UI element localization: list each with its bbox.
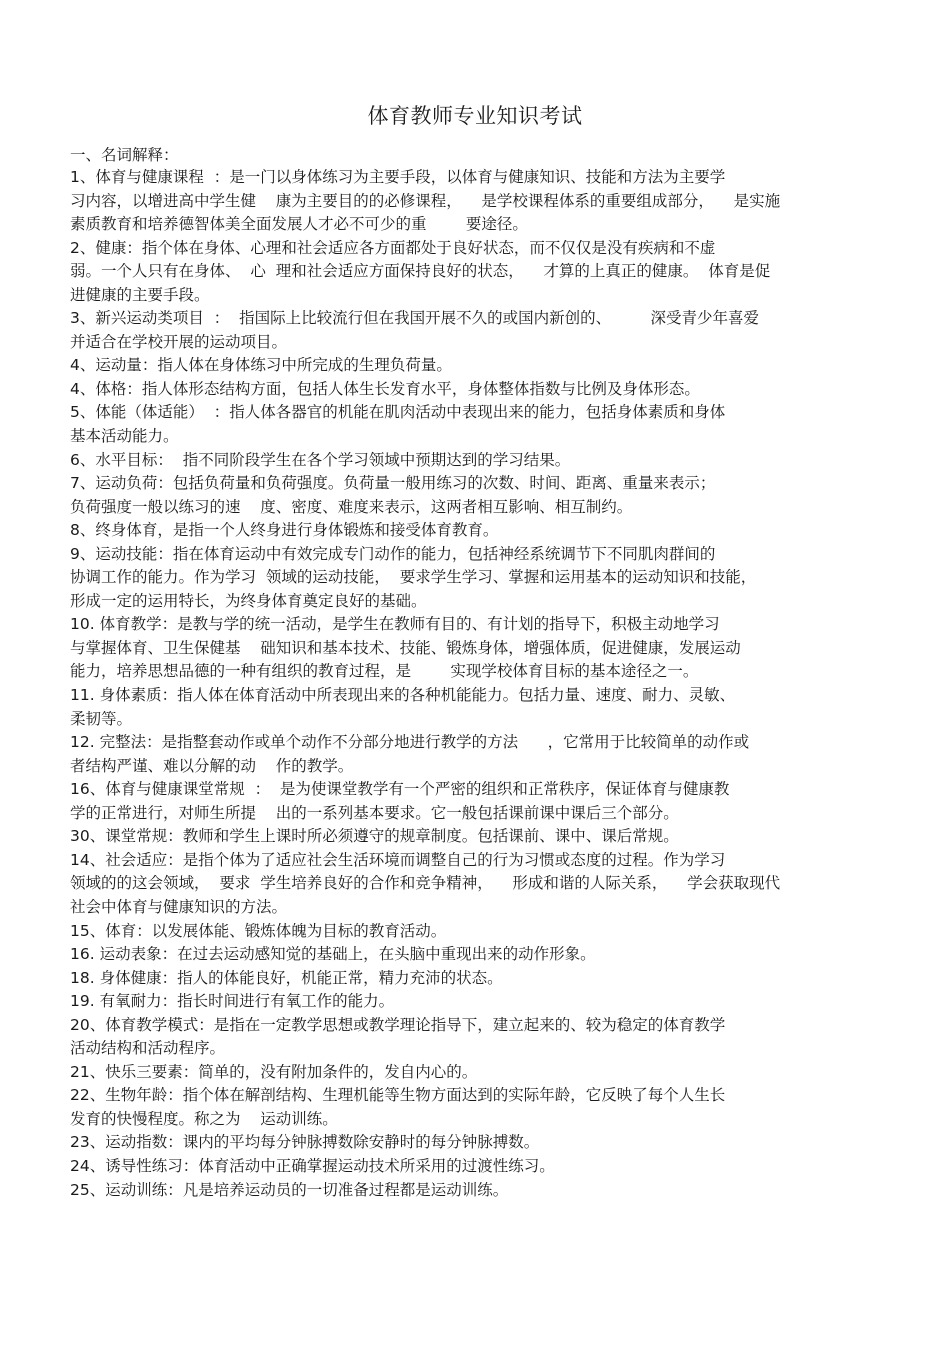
text-line: 能力，培养思想品德的一种有组织的教育过程，是 实现学校体育目标的基本途径之一。 [70,662,699,681]
text-line: 20、体育教学模式：是指在一定教学思想或教学理论指导下，建立起来的、较为稳定的体育教学 [70,1015,726,1034]
text-line: 8、终身体育，是指一个人终身进行身体锻炼和接受体育教育。 [70,521,499,540]
text-line: 7、运动负荷：包括负荷量和负荷强度。负荷量一般用练习的次数、时间、距离、重量来表示； [70,474,716,493]
text-line: 11. 身体素质：指人体在体育活动中所表现出来的各种机能能力。包括力量、速度、耐力、灵敏、 [70,686,736,705]
text-line: 进健康的主要手段。 [70,285,210,304]
text-line: 15、体育：以发展体能、锻炼体魄为目标的教育活动。 [70,921,447,940]
text-line: 16、体育与健康课堂常规 ： 是为使课堂教学有一个严密的组织和正常秩序，保证体育与健康教 [70,780,730,799]
text-line: 19. 有氧耐力：指长时间进行有氧工作的能力。 [70,992,395,1011]
text-line: 学的正常进行，对师生所提 出的一系列基本要求。它一般包括课前课中课后三个部分。 [70,803,679,822]
text-line: 协调工作的能力。作为学习 领域的运动技能， 要求学生学习、掌握和运用基本的运动知识和技能， [70,568,757,587]
text-line: 9、运动技能：指在体育运动中有效完成专门动作的能力，包括神经系统调节下不同肌肉群间的 [70,544,716,563]
text-line: 16. 运动表象：在过去运动感知觉的基础上，在头脑中重现出来的动作形象。 [70,945,596,964]
document-body [70,166,890,1202]
text-line: 21、快乐三要素：简单的，没有附加条件的，发自内心的。 [70,1062,478,1081]
text-line: 30、课堂常规：教师和学生上课时所必须遵守的规章制度。包括课前、课中、课后常规。 [70,827,679,846]
text-line: 6、水平目标： 指不同阶段学生在各个学习领域中预期达到的学习结果。 [70,450,571,469]
text-line: 习内容，以增进高中学生健 康为主要目的的必修课程， 是学校课程体系的重要组成部分， 是实施 [70,191,781,210]
text-line: 负荷强度一般以练习的速 度、密度、难度来表示，这两者相互影响、相互制约。 [70,497,633,516]
text-line: 4、运动量：指人体在身体练习中所完成的生理负荷量。 [70,356,452,375]
text-line: 形成一定的运用特长，为终身体育奠定良好的基础。 [70,591,427,610]
text-line: 社会中体育与健康知识的方法。 [70,897,288,916]
text-line: 24、诱导性练习：体育活动中正确掌握运动技术所采用的过渡性练习。 [70,1156,555,1175]
text-line: 3、新兴运动类项目 ： 指国际上比较流行但在我国开展不久的或国内新创的、 深受青少年喜爱 [70,309,759,328]
text-line: 2、健康：指个体在身体、心理和社会适应各方面都处于良好状态，而不仅仅是没有疾病和不虚 [70,238,716,257]
text-line: 基本活动能力。 [70,427,179,446]
text-line: 柔韧等。 [70,709,133,728]
text-line: 1、体育与健康课程 ：是一门以身体练习为主要手段，以体育与健康知识、技能和方法为主要学 [70,168,726,186]
text-line: 与掌握体育、卫生保健基 础知识和基本技术、技能、锻炼身体，增强体质，促进健康，发展运动 [70,638,741,657]
text-line: 领域的的这会领域， 要求 学生培养良好的合作和竞争精神， 形成和谐的人际关系， 学会获取现代 [70,874,781,893]
text-line: 23、运动指数：课内的平均每分钟脉搏数除安静时的每分钟脉搏数。 [70,1133,540,1152]
text-line: 4、体格：指人体形态结构方面，包括人体生长发育水平，身体整体指数与比例及身体形态。 [70,379,700,398]
text-line: 12. 完整法：是指整套动作或单个动作不分部分地进行教学的方法 ，它常用于比较简单的动作或 [70,733,750,752]
text-line: 弱。一个人只有在身体、 心 理和社会适应方面保持良好的状态， 才算的上真正的健康。 体育是促 [70,262,771,281]
text-line: 5、体能（体适能） ：指人体各器官的机能在肌肉活动中表现出来的能力，包括身体素质和身体 [70,403,726,422]
text-line: 22、生物年龄：指个体在解剖结构、生理机能等生物方面达到的实际年龄，它反映了每个人生长 [70,1086,726,1105]
text-line: 10. 体育教学：是教与学的统一活动，是学生在教师有目的、有计划的指导下，积极主动地学习 [70,615,720,634]
document-title: 体育教师专业知识考试 [367,104,583,128]
text-line: 者结构严谨、难以分解的动 作的教学。 [70,756,354,775]
text-line: 并适合在学校开展的运动项目。 [70,332,288,351]
text-line: 发育的快慢程度。称之为 运动训练。 [70,1109,338,1128]
section-heading: 一、名词解释： [70,146,179,164]
text-line: 18. 身体健康：指人的体能良好，机能正常，精力充沛的状态。 [70,968,503,987]
text-line: 活动结构和活动程序。 [70,1039,226,1058]
text-line: 25、运动训练：凡是培养运动员的一切准备过程都是运动训练。 [70,1180,509,1199]
text-line: 14、社会适应：是指个体为了适应社会生活环境而调整自己的行为习惯或态度的过程。作为学习 [70,850,726,869]
text-line: 素质教育和培养德智体美全面发展人才必不可少的重 要途径。 [70,215,528,234]
